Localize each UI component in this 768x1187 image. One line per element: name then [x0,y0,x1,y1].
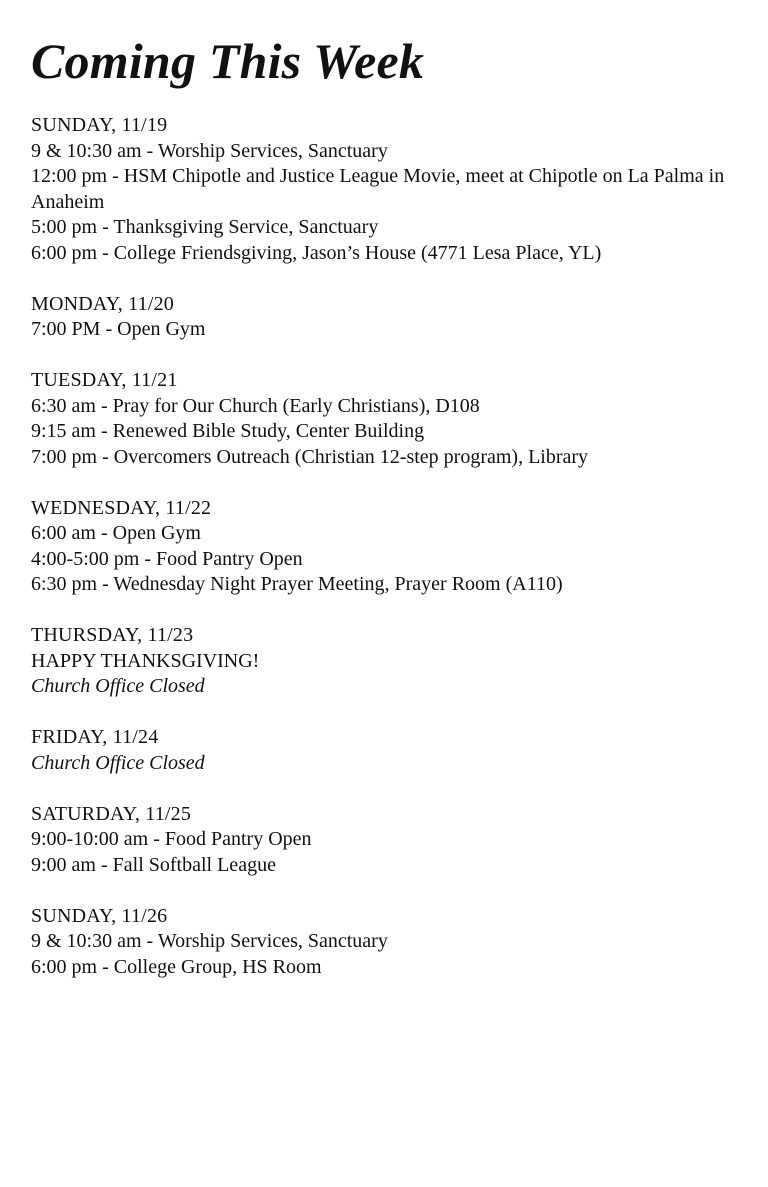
event-line: 7:00 PM - Open Gym [31,318,206,340]
event-line: 9:15 am - Renewed Bible Study, Center Building [31,420,425,442]
event-line: 5:00 pm - Thanksgiving Service, Sanctuary [31,216,379,238]
day-list [31,113,731,980]
event-line: 9:00-10:00 am - Food Pantry Open [31,828,312,850]
day-section [31,368,731,470]
day-section [31,292,731,343]
day-heading: SUNDAY, 11/19 [31,114,168,136]
day-section [31,904,731,981]
day-heading: SATURDAY, 11/25 [31,802,192,825]
day-heading: MONDAY, 11/20 [31,292,175,315]
event-line: Church Office Closed [31,751,205,774]
event-line: 9 & 10:30 am - Worship Services, Sanctuary [31,139,388,162]
event-line: 12:00 pm - HSM Chipotle and Justice League Movie, meet at Chipotle on La Palma in Anaheim [31,165,725,213]
event-line: 9:00 am - Fall Softball League [31,853,276,876]
event-line: 6:00 pm - College Group, HS Room [31,955,322,978]
event-line: 6:00 pm - College Friendsgiving, Jason’s House (4771 Lesa Place, YL) [31,241,602,264]
page-title: Coming This Week [31,33,425,89]
event-line: 6:30 pm - Wednesday Night Prayer Meeting, Prayer Room (A110) [31,573,563,595]
event-line: 7:00 pm - Overcomers Outreach (Christian 12-step program), Library [31,445,589,468]
day-heading: FRIDAY, 11/24 [31,726,159,748]
day-heading: THURSDAY, 11/23 [31,624,194,646]
schedule-page [31,30,731,1006]
event-line: 9 & 10:30 am - Worship Services, Sanctuary [31,930,388,952]
day-section [31,496,731,598]
day-section [31,113,731,266]
day-section [31,802,731,879]
event-line: 6:00 am - Open Gym [31,522,201,544]
day-section [31,725,731,776]
day-heading: WEDNESDAY, 11/22 [31,496,212,519]
event-line: 4:00-5:00 pm - Food Pantry Open [31,547,303,570]
event-line: HAPPY THANKSGIVING! [31,649,260,672]
day-heading: TUESDAY, 11/21 [31,369,178,391]
day-heading: SUNDAY, 11/26 [31,904,168,927]
event-line: 6:30 am - Pray for Our Church (Early Christians), D108 [31,394,480,417]
day-section [31,623,731,700]
event-line: Church Office Closed [31,675,205,697]
